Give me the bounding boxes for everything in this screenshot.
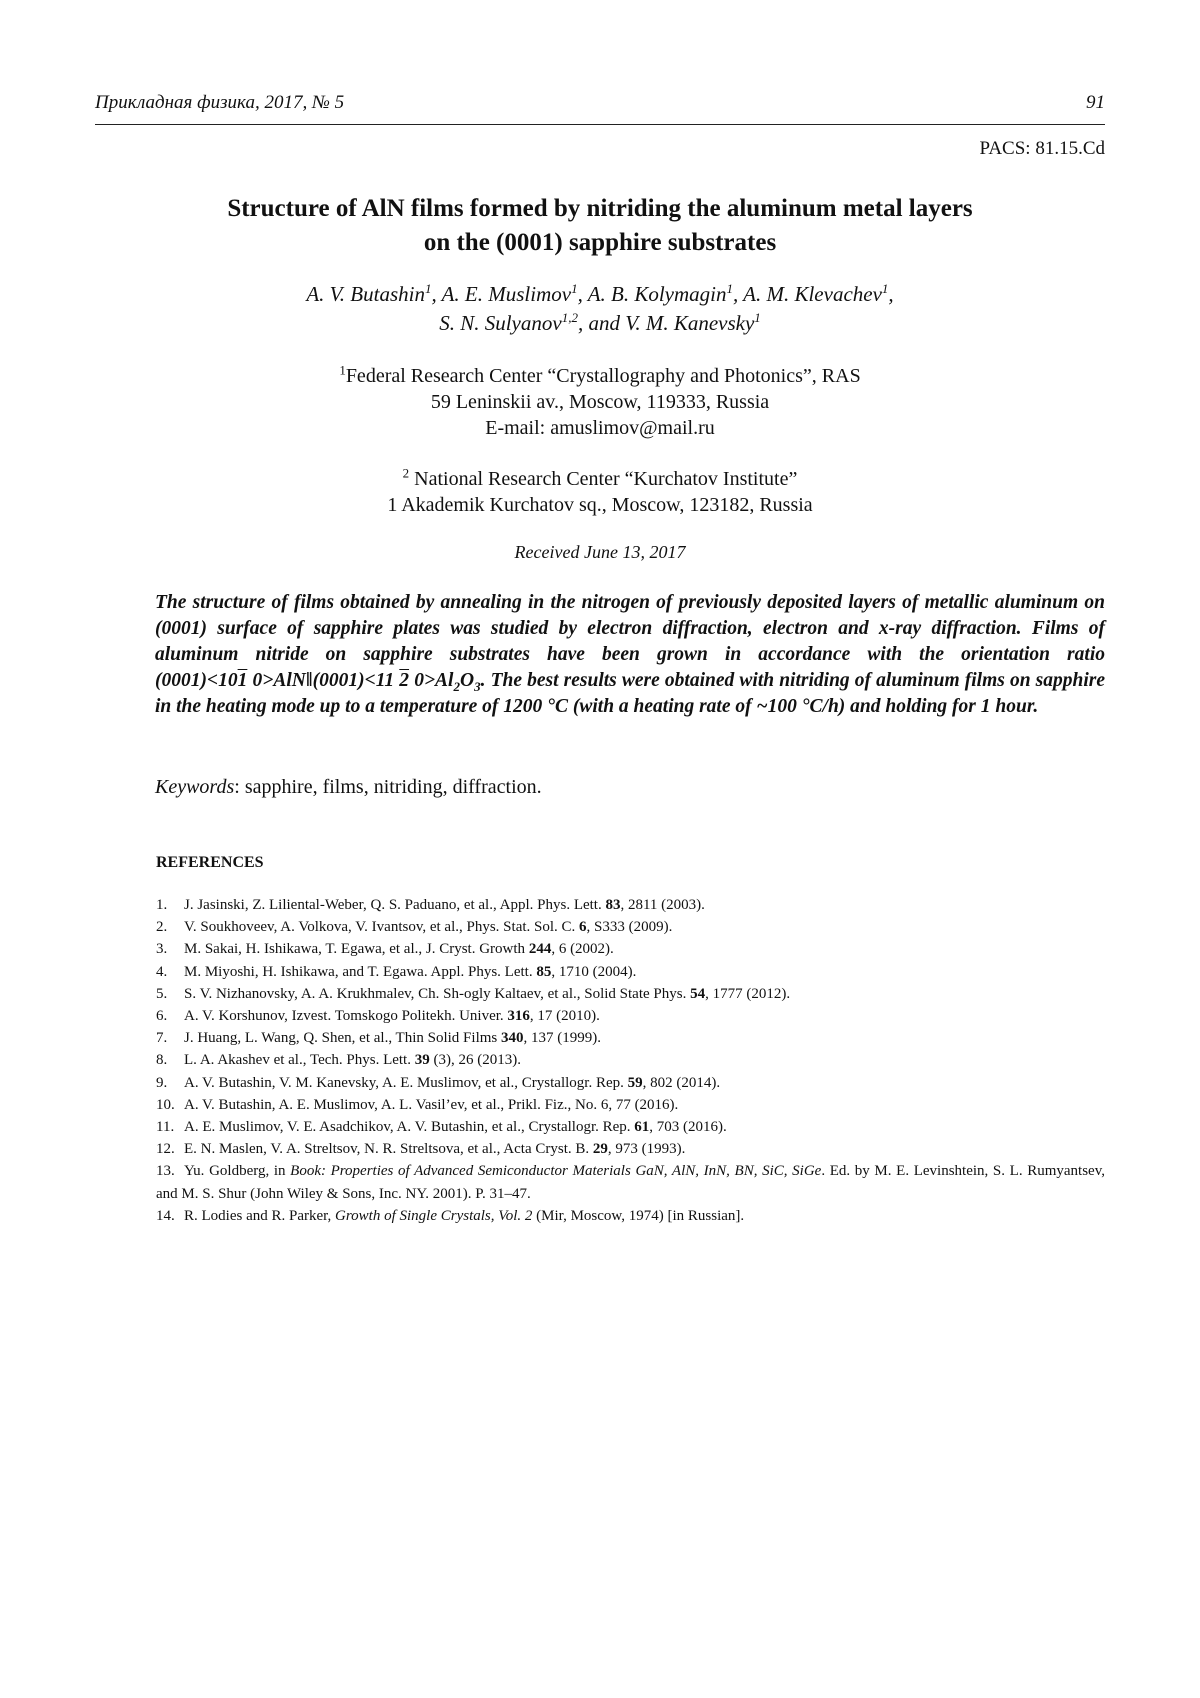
reference-item: 4. M. Miyoshi, H. Ishikawa, and T. Egawa. Appl. Phys. Lett. 85, 1710 (2004). xyxy=(156,963,637,980)
author-affil-sup: 1 xyxy=(424,281,432,296)
author-name: A. E. Muslimov xyxy=(441,282,572,306)
paper-title xyxy=(95,192,1105,260)
affiliation-email: E-mail: amuslimov@mail.ru xyxy=(485,417,715,439)
page-number: 91 xyxy=(1086,92,1105,113)
author-and: and xyxy=(588,311,620,335)
title-line-2: on the (0001) sapphire substrates xyxy=(423,229,777,256)
author-affil-sup: 1,2 xyxy=(561,310,578,325)
abstract-text-2: . The best results were obtained with nitriding of aluminum films on sapphire in the heating mode up to a temperature of 1200 °C (with a heating rate of ~100 °C/h) and holding for 1 hour. xyxy=(155,670,1106,717)
affiliation-address: 1 Akademik Kurchatov sq., Moscow, 123182, Russia xyxy=(387,494,813,516)
keywords xyxy=(155,776,1105,799)
affiliation-name: Federal Research Center “Crystallography and Photonics”, RAS xyxy=(345,365,861,387)
reference-item: 10. A. V. Butashin, A. E. Muslimov, A. L. Vasil’ev, et al., Prikl. Fiz., No. 6, 77 (2016). xyxy=(156,1096,679,1113)
references-list xyxy=(156,894,1105,1227)
affiliation-2 xyxy=(95,466,1105,518)
affiliation-sup: 2 xyxy=(402,465,410,481)
author-line-2: S. N. Sulyanov$^{1,2}$, and V. M. Kanevsky$^1$ xyxy=(439,310,761,335)
reference-item: 9. A. V. Butashin, V. M. Kanevsky, A. E. Muslimov, et al., Crystallogr. Rep. 59, 802 (2014). xyxy=(156,1074,721,1091)
abstract xyxy=(155,590,1105,720)
keywords-text: : sapphire, films, nitriding, diffraction. xyxy=(234,776,542,798)
reference-item: 6. A. V. Korshunov, Izvest. Tomskogo Politekh. Univer. 316, 17 (2010). xyxy=(156,1008,600,1025)
author-name: S. N. Sulyanov xyxy=(439,311,562,335)
author-affil-sup: 1 xyxy=(726,281,734,296)
reference-item: 2. V. Soukhoveev, A. Volkova, V. Ivantsov, et al., Phys. Stat. Sol. C. 6, S333 (2009). xyxy=(156,919,673,936)
reference-item: 13. Yu. Goldberg, in Book: Properties of Advanced Semiconductor Materials GaN, AlN, InN, BN, SiC, SiGe. Ed. by M. E. Levinshtein, S. L. Rumyantsev, and M. S. Shur (John Wiley & Sons, Inc. NY. 2001). P. 31–47. xyxy=(156,1163,1105,1202)
author-name: A. M. Klevachev xyxy=(743,282,882,306)
reference-item: 1. J. Jasinski, Z. Liliental-Weber, Q. S. Paduano, et al., Appl. Phys. Lett. 83, 2811 (2003). xyxy=(156,897,705,913)
header-divider xyxy=(95,124,1105,125)
reference-item: 14. R. Lodies and R. Parker, Growth of Single Crystals, Vol. 2 (Mir, Moscow, 1974) [in Russian]. xyxy=(156,1207,745,1224)
orientation-formula: (0001)<101 0>AlN‖(0001)<11 2 $0>Al_2O_3$ xyxy=(155,670,481,694)
affiliation-1 xyxy=(95,363,1105,441)
author-line-1: A. V. Butashin$^1$, A. E. Muslimov$^1$, A. B. Kolymagin$^1$, A. M. Klevachev$^1$, xyxy=(306,281,894,306)
reference-item: 11. A. E. Muslimov, V. E. Asadchikov, A. V. Butashin, et al., Crystallogr. Rep. 61, 703 (2016). xyxy=(156,1119,727,1136)
affiliation-address: 59 Leninskii av., Moscow, 119333, Russia xyxy=(430,391,770,413)
author-affil-sup: 1 xyxy=(754,310,761,325)
author-affil-sup: 1 xyxy=(881,281,889,296)
abstract-text-1: The structure of films obtained by annealing in the nitrogen of previously deposited layers of metallic aluminum on (0001) surface of sapphire plates was studied by electron diffraction, electron and x-ray diffraction. Films of aluminum nitride on sapphire substrates have been grown in accordance with the orientation ratio xyxy=(155,592,1105,665)
author-name: A. V. Butashin xyxy=(306,282,425,306)
paper-page xyxy=(95,0,1105,1698)
reference-item: 12. E. N. Maslen, V. A. Streltsov, N. R. Streltsova, et al., Acta Cryst. B. 29, 973 (1993). xyxy=(156,1141,686,1158)
references-heading: REFERENCES xyxy=(156,854,264,871)
author-list xyxy=(95,280,1105,338)
reference-item: 5. S. V. Nizhanovsky, A. A. Krukhmalev, Ch. Sh-ogly Kaltaev, et al., Solid State Phys. 54, 1777 (2012). xyxy=(156,985,791,1002)
reference-item: 7. J. Huang, L. Wang, Q. Shen, et al., Thin Solid Films 340, 137 (1999). xyxy=(156,1030,601,1047)
affiliation-sup: 1 xyxy=(339,362,346,378)
pacs-code: PACS: 81.15.Cd xyxy=(979,138,1105,159)
author-name: V. M. Kanevsky xyxy=(625,311,755,335)
reference-item: 3. M. Sakai, H. Ishikawa, T. Egawa, et al., J. Cryst. Growth 244, 6 (2002). xyxy=(156,941,614,958)
keywords-label: Keywords xyxy=(155,776,235,798)
received-date: Received June 13, 2017 xyxy=(514,542,686,562)
reference-item: 8. L. A. Akashev et al., Tech. Phys. Lett. 39 (3), 26 (2013). xyxy=(156,1052,521,1069)
author-affil-sup: 1 xyxy=(571,281,578,296)
journal-name: Прикладная физика, 2017, № 5 xyxy=(95,92,345,113)
author-name: A. B. Kolymagin xyxy=(587,282,727,306)
title-line-1: Structure of AlN films formed by nitriding the aluminum metal layers xyxy=(227,195,973,222)
affiliation-name: National Research Center “Kurchatov Institute” xyxy=(414,468,798,490)
